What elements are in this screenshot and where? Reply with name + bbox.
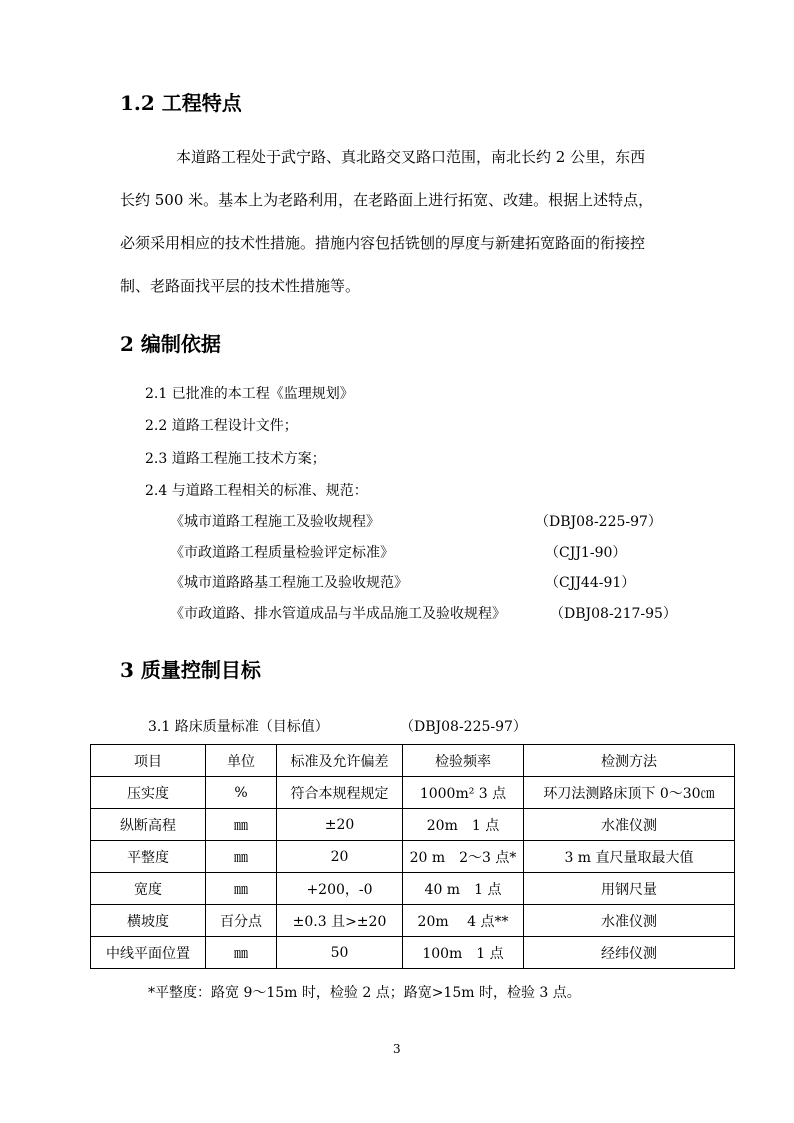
table-caption: 3.1 路床质量标准（目标值） bbox=[148, 719, 329, 735]
table-cell: 压实度 bbox=[91, 777, 206, 809]
standard-title: 《城市道路工程施工及验收规程》 bbox=[170, 514, 380, 530]
project-features-paragraph bbox=[120, 146, 680, 296]
table-cell: ㎜ bbox=[206, 841, 277, 873]
table-cell: 用钢尺量 bbox=[524, 873, 735, 905]
table-cell: 横坡度 bbox=[91, 905, 206, 937]
table-cell: 3 m 直尺量取最大值 bbox=[524, 841, 735, 873]
page-number: 3 bbox=[393, 1042, 401, 1056]
table-cell: ㎜ bbox=[206, 809, 277, 841]
header-cell: 检验频率 bbox=[403, 745, 524, 777]
basis-item: 2.2 道路工程设计文件； bbox=[145, 418, 298, 434]
header-cell: 检测方法 bbox=[524, 745, 735, 777]
header-cell: 标准及允许偏差 bbox=[277, 745, 403, 777]
table-row bbox=[91, 841, 735, 873]
table-cell: % bbox=[206, 777, 277, 809]
paragraph-line: 必须采用相应的技术性措施。措施内容包括铣刨的厚度与新建拓宽路面的衔接控 bbox=[120, 234, 646, 252]
table-cell: 1000m² 3 点 bbox=[403, 777, 524, 809]
table-cell: 水准仪测 bbox=[524, 905, 735, 937]
paragraph-line: 制、老路面找平层的技术性措施等。 bbox=[120, 277, 361, 295]
table-row bbox=[91, 873, 735, 905]
table-cell: 20 m 2～3 点* bbox=[403, 841, 524, 873]
header-cell: 单位 bbox=[206, 745, 277, 777]
basis-item: 2.1 已批准的本工程《监理规划》 bbox=[145, 386, 354, 402]
table-cell: 水准仪测 bbox=[524, 809, 735, 841]
table-cell: 20m 4 点** bbox=[403, 905, 524, 937]
section-heading-1-2: 1.2 工程特点 bbox=[120, 91, 242, 115]
table-cell: 纵断高程 bbox=[91, 809, 206, 841]
header-cell: 项目 bbox=[91, 745, 206, 777]
quality-standard-table bbox=[90, 744, 735, 969]
table-cell: 宽度 bbox=[91, 873, 206, 905]
table-cell: 平整度 bbox=[91, 841, 206, 873]
table-row bbox=[91, 809, 735, 841]
table-cell: 符合本规程规定 bbox=[277, 777, 403, 809]
table-cell: 50 bbox=[277, 937, 403, 969]
table-cell: 20 bbox=[277, 841, 403, 873]
standard-code: （DBJ08-217-95） bbox=[550, 606, 677, 622]
table-cell: ㎜ bbox=[206, 873, 277, 905]
table-cell: ±0.3 且>±20 bbox=[277, 905, 403, 937]
table-cell: 100m 1 点 bbox=[403, 937, 524, 969]
standard-code: （DBJ08-225-97） bbox=[535, 514, 662, 530]
paragraph-line: 本道路工程处于武宁路、真北路交叉路口范围，南北长约 2 公里，东西 bbox=[176, 148, 646, 166]
table-cell: +200，-0 bbox=[277, 873, 403, 905]
table-cell: ±20 bbox=[277, 809, 403, 841]
table-cell: 百分点 bbox=[206, 905, 277, 937]
table-cell: 20m 1 点 bbox=[403, 809, 524, 841]
standard-title: 《市政道路工程质量检验评定标准》 bbox=[170, 545, 394, 561]
standard-code: （CJJ1-90） bbox=[545, 545, 627, 561]
basis-item: 2.4 与道路工程相关的标准、规范： bbox=[145, 483, 368, 499]
table-cell: ㎜ bbox=[206, 937, 277, 969]
paragraph-line: 长约 500 米。基本上为老路利用，在老路面上进行拓宽、改建。根据上述特点， bbox=[120, 191, 654, 209]
table-cell: 环刀法测路床顶下 0～30㎝ bbox=[524, 777, 735, 809]
table-caption-code: （DBJ08-225-97） bbox=[400, 719, 527, 735]
table-cell: 经纬仪测 bbox=[524, 937, 735, 969]
table-cell: 中线平面位置 bbox=[91, 937, 206, 969]
standard-code: （CJJ44-91） bbox=[545, 575, 636, 591]
standard-title: 《城市道路路基工程施工及验收规范》 bbox=[170, 575, 408, 591]
standard-title: 《市政道路、排水管道成品与半成品施工及验收规程》 bbox=[170, 606, 506, 622]
table-footnote: *平整度：路宽 9～15m 时，检验 2 点；路宽>15m 时，检验 3 点。 bbox=[148, 985, 581, 1001]
table-header-row bbox=[91, 745, 735, 777]
table-cell: 40 m 1 点 bbox=[403, 873, 524, 905]
table-row bbox=[91, 937, 735, 969]
section-heading-3: 3 质量控制目标 bbox=[120, 658, 261, 682]
section-heading-2: 2 编制依据 bbox=[120, 332, 221, 356]
basis-item: 2.3 道路工程施工技术方案； bbox=[145, 451, 326, 467]
table-row bbox=[91, 905, 735, 937]
table-row bbox=[91, 777, 735, 809]
